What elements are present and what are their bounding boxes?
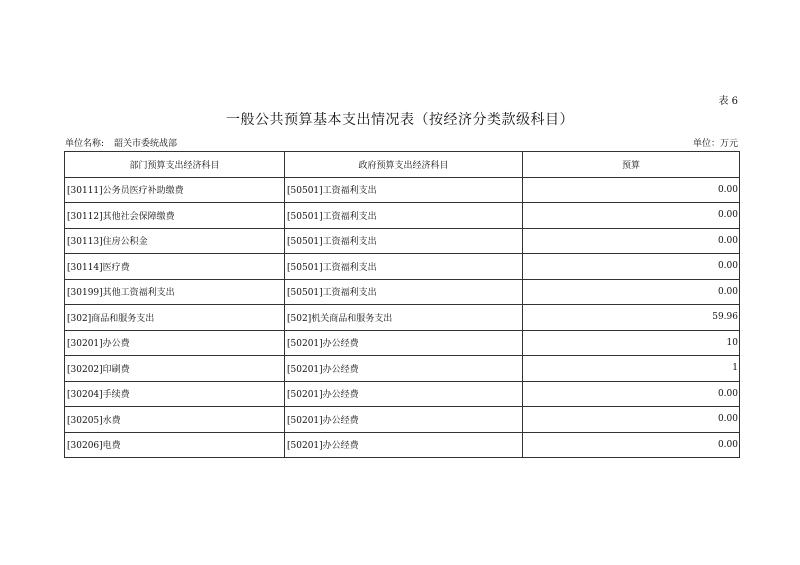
gov-subject-cell: [50501]工资福利支出 xyxy=(285,279,523,305)
unit-name-label: 单位名称: xyxy=(65,139,105,149)
gov-subject-cell: [50201]办公经费 xyxy=(285,432,523,458)
table-row xyxy=(65,381,740,407)
table-row xyxy=(65,330,740,356)
column-header-gov-economic-subject: 政府预算支出经济科目 xyxy=(285,152,523,178)
dept-subject-cell: [30205]水费 xyxy=(65,407,285,433)
gov-subject-cell: [50501]工资福利支出 xyxy=(285,177,523,203)
gov-subject-cell: [50201]办公经费 xyxy=(285,356,523,382)
table-row xyxy=(65,305,740,331)
dept-subject-cell: [30112]其他社会保障缴费 xyxy=(65,203,285,229)
gov-subject-cell: [50501]工资福利支出 xyxy=(285,228,523,254)
budget-amount-cell: 0.00 xyxy=(523,432,740,458)
dept-subject-cell: [302]商品和服务支出 xyxy=(65,305,285,331)
page-title: 一般公共预算基本支出情况表（按经济分类款级科目） xyxy=(226,112,574,128)
table-row xyxy=(65,279,740,305)
table-row xyxy=(65,356,740,382)
dept-subject-cell: [30206]电费 xyxy=(65,432,285,458)
dept-subject-cell: [30204]手续费 xyxy=(65,381,285,407)
currency-unit: 单位：万元 xyxy=(692,139,738,149)
table-number: 表 6 xyxy=(718,96,738,107)
budget-amount-cell: 0.00 xyxy=(523,381,740,407)
budget-amount-cell: 1 xyxy=(523,356,740,382)
budget-amount-cell: 0.00 xyxy=(523,203,740,229)
unit-name-value: 韶关市委统战部 xyxy=(114,139,178,149)
gov-subject-cell: [502]机关商品和服务支出 xyxy=(285,305,523,331)
budget-amount-cell: 10 xyxy=(523,330,740,356)
budget-amount-cell: 0.00 xyxy=(523,254,740,280)
header-row xyxy=(65,152,740,178)
budget-amount-cell: 59.96 xyxy=(523,305,740,331)
dept-subject-cell: [30114]医疗费 xyxy=(65,254,285,280)
budget-amount-cell: 0.00 xyxy=(523,228,740,254)
dept-subject-cell: [30202]印刷费 xyxy=(65,356,285,382)
table-row xyxy=(65,254,740,280)
column-header-budget: 预算 xyxy=(523,152,740,178)
unit-name-line xyxy=(65,136,177,149)
gov-subject-cell: [50201]办公经费 xyxy=(285,330,523,356)
table-row xyxy=(65,177,740,203)
gov-subject-cell: [50501]工资福利支出 xyxy=(285,254,523,280)
budget-amount-cell: 0.00 xyxy=(523,177,740,203)
table-row xyxy=(65,203,740,229)
column-header-dept-economic-subject: 部门预算支出经济科目 xyxy=(65,152,285,178)
table-row xyxy=(65,432,740,458)
budget-amount-cell: 0.00 xyxy=(523,279,740,305)
dept-subject-cell: [30113]住房公积金 xyxy=(65,228,285,254)
table-row xyxy=(65,407,740,433)
gov-subject-cell: [50201]办公经费 xyxy=(285,407,523,433)
gov-subject-cell: [50201]办公经费 xyxy=(285,381,523,407)
gov-subject-cell: [50501]工资福利支出 xyxy=(285,203,523,229)
budget-amount-cell: 0.00 xyxy=(523,407,740,433)
dept-subject-cell: [30201]办公费 xyxy=(65,330,285,356)
dept-subject-cell: [30111]公务员医疗补助缴费 xyxy=(65,177,285,203)
table-row xyxy=(65,228,740,254)
budget-table xyxy=(64,151,740,458)
dept-subject-cell: [30199]其他工资福利支出 xyxy=(65,279,285,305)
